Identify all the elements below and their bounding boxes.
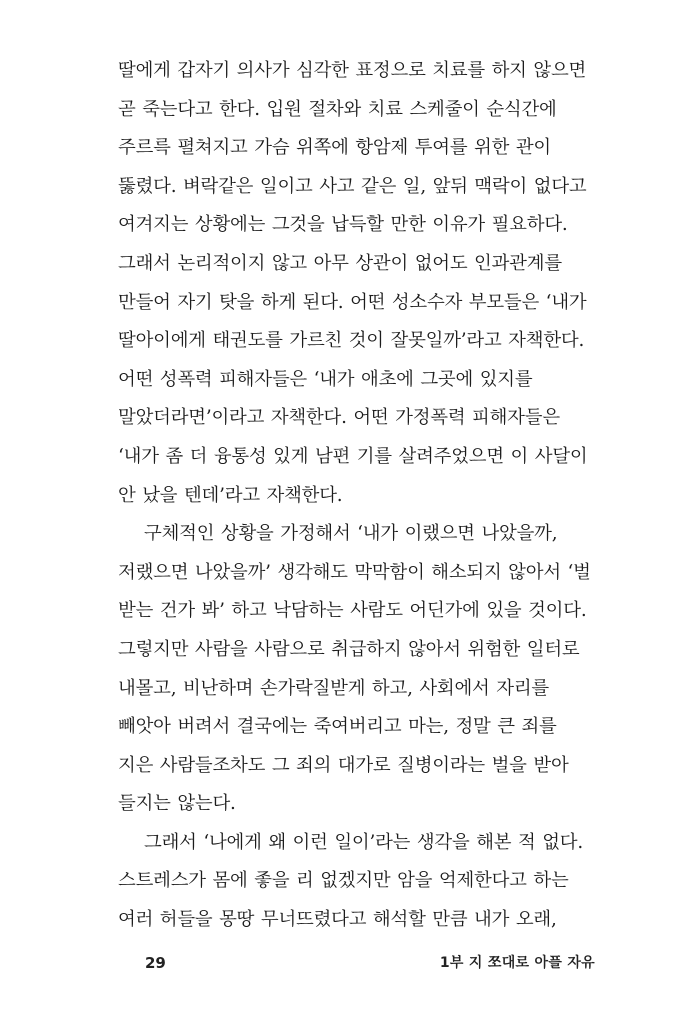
text-line: 뚫렸다. 벼락같은 일이고 사고 같은 일, 앞뒤 맥락이 없다고: [118, 175, 587, 197]
text-line: 빼앗아 버려서 결국에는 죽여버리고 마는, 정말 큰 죄를: [118, 716, 557, 738]
text-line: 어떤 성폭력 피해자들은 ‘내가 애초에 그곳에 있지를: [118, 368, 533, 390]
body-text: [118, 52, 618, 940]
text-line: 받는 건가 봐’ 하고 낙담하는 사람도 어딘가에 있을 것이다.: [118, 600, 587, 622]
text-line: 들지는 않는다.: [118, 793, 236, 815]
text-line: 내몰고, 비난하며 손가락질받게 하고, 사회에서 자리를: [118, 677, 549, 699]
text-line: 스트레스가 몸에 좋을 리 없겠지만 암을 억제한다고 하는: [118, 870, 569, 892]
text-line: 여러 허들을 몽땅 무너뜨렸다고 해석할 만큼 내가 오래,: [118, 909, 557, 931]
text-line: ‘내가 좀 더 융통성 있게 남편 기를 살려주었으면 이 사달이: [118, 445, 588, 467]
text-line: 여겨지는 상황에는 그것을 납득할 만한 이유가 필요하다.: [118, 214, 568, 236]
text-line: 그래서 논리적이지 않고 아무 상관이 없어도 인과관계를: [118, 252, 562, 274]
text-line: 그렇지만 사람을 사람으로 취급하지 않아서 위험한 일터로: [118, 638, 580, 660]
text-line: 안 났을 텐데’라고 자책한다.: [118, 484, 343, 506]
page-number: 29: [145, 954, 166, 972]
text-line: 말았더라면’이라고 자책한다. 어떤 가정폭력 피해자들은: [118, 407, 560, 429]
text-line: 딸에게 갑자기 의사가 심각한 표정으로 치료를 하지 않으면: [118, 60, 587, 81]
text-line: 주르륵 펼쳐지고 가슴 위쪽에 항암제 투여를 위한 관이: [118, 137, 551, 159]
running-head: 1부 지 쪼대로 아플 자유: [439, 955, 595, 971]
text-line: 딸아이에게 태권도를 가르친 것이 잘못일까’라고 자책한다.: [118, 330, 585, 352]
text-line: 만들어 자기 탓을 하게 된다. 어떤 성소수자 부모들은 ‘내가: [118, 291, 587, 313]
text-line: 그래서 ‘나에게 왜 이런 일이’라는 생각을 해본 적 없다.: [144, 831, 583, 853]
text-line: 저랬으면 나았을까’ 생각해도 막막함이 해소되지 않아서 ‘벌: [118, 561, 591, 583]
text-line: 지은 사람들조차도 그 죄의 대가로 질병이라는 벌을 받아: [118, 754, 569, 776]
text-line: 곧 죽는다고 한다. 입원 절차와 치료 스케줄이 순식간에: [118, 98, 557, 120]
page-footer: [0, 951, 673, 975]
text-line: 구체적인 상황을 가정해서 ‘내가 이랬으면 나았을까,: [144, 523, 558, 545]
